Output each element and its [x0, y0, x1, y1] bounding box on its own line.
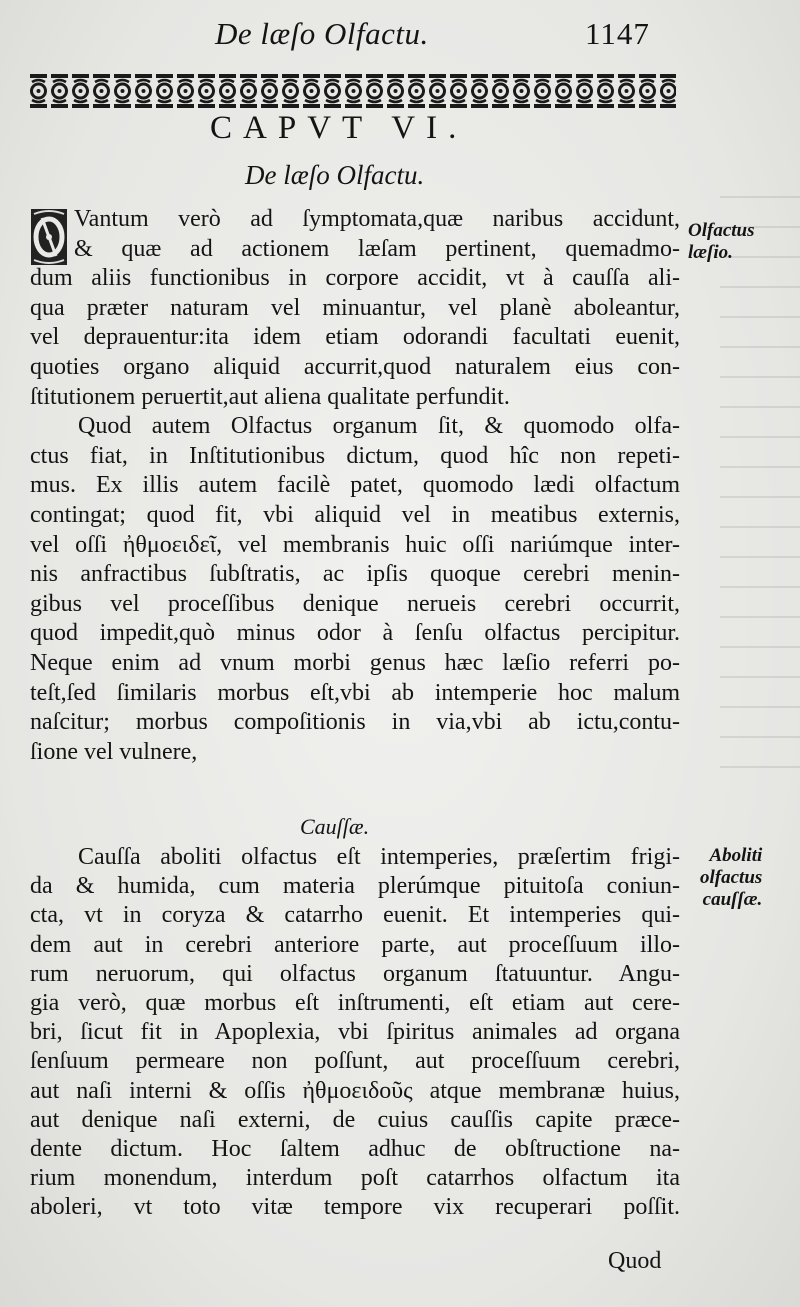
text-line: contingat; quod fit, vbi aliquid vel in meatibus externis, — [30, 501, 680, 528]
text-line: vel deprauentur:ita idem etiam odorandi facultati euenit, — [30, 324, 680, 351]
paragraph-3 — [30, 843, 680, 1222]
margin-note-line: Aboliti — [709, 845, 763, 866]
text-line: gia verò, quæ morbus eſt inſtrumenti, eſt etiam aut cere- — [30, 989, 680, 1016]
text-line: rum neruorum, qui olfactus organum ſtatuuntur. Angu- — [30, 960, 680, 987]
margin-note-line: læſio. — [688, 242, 733, 263]
text-line: dente dictum. Hoc ſaltem adhuc de obſtructione na- — [30, 1135, 680, 1162]
ornamental-border — [28, 70, 676, 112]
text-line: dum aliis functionibus in corpore accidit, vt à cauſſa ali- — [30, 265, 680, 292]
bleed-through-shadow — [720, 190, 800, 790]
margin-note-olfactus-laesio — [688, 220, 755, 264]
text-line: mus. Ex illis autem facilè patet, quomodo lædi olfactum — [30, 472, 680, 499]
text-line: da & humida, cum materia plerúmque pituitoſa coniun- — [30, 873, 680, 900]
text-line: Cauſſa aboliti olfactus eſt intemperies, præſertim frigi- — [78, 844, 680, 870]
margin-note-line: cauſſæ. — [702, 889, 763, 910]
text-line: qua præter naturam vel minuantur, vel planè aboleantur, — [30, 294, 680, 321]
margin-note-line: Olfactus — [688, 220, 755, 241]
text-line: nis anfractibus ſubſtratis, ac ipſis quoque cerebri menin- — [30, 561, 680, 588]
text-line: Vantum verò ad ſymptomata,quæ naribus accidunt, — [74, 206, 680, 232]
text-line: quoties organo aliquid accurrit,quod naturalem eius con- — [30, 353, 680, 380]
text-line: quod impedit,quò minus odor à ſenſu olfactus percipitur. — [30, 620, 680, 647]
margin-note-line: olfactus — [700, 867, 763, 888]
margin-note-aboliti-olfactus — [700, 845, 762, 911]
text-line: Neque enim ad vnum morbi genus hæc læſio referri po- — [30, 649, 680, 676]
text-line: teſt,ſed ſimilaris morbus eſt,vbi ab intemperie hoc malum — [30, 679, 680, 706]
page-number: 1147 — [585, 16, 650, 51]
text-line: & quæ ad actionem læſam pertinent, quemadmo- — [74, 235, 680, 262]
text-line: aut naſi interni & oſſis ἠθμοειδοῦς atque membranæ huius, — [30, 1077, 680, 1104]
paragraph-1 — [30, 205, 680, 767]
text-line: dem aut in cerebri anteriore parte, aut proceſſuum illo- — [30, 931, 680, 958]
chapter-subtitle: De læſo Olfactu. — [245, 160, 425, 190]
text-line: naſcitur; morbus compoſitionis in via,vbi ab ictu,contu- — [30, 709, 680, 736]
text-line: ctus fiat, in Inſtitutionibus dictum, quod hîc non repeti- — [30, 442, 680, 469]
text-line: aboleri, vt toto vitæ tempore vix recuperari poſſit. — [30, 1194, 680, 1221]
text-line: ſione vel vulnere, — [30, 738, 198, 765]
text-line: rium monendum, interdum poſt catarrhos olfactum ita — [30, 1165, 680, 1192]
section-heading: Cauſſæ. — [300, 814, 370, 839]
text-line: Quod autem Olfactus organum ſit, & quomodo olfa- — [78, 413, 680, 440]
text-line: cta, vt in coryza & catarrho euenit. Et intemperies qui- — [30, 902, 680, 929]
text-line: gibus vel proceſſibus denique nerueis cerebri occurrit, — [30, 590, 680, 617]
catchword: Quod — [608, 1248, 662, 1274]
text-line: ſtitutionem peruertit,aut aliena qualitate perfundit. — [30, 383, 510, 410]
text-line: aut denique naſi externi, de cuius cauſſis capite præce- — [30, 1106, 680, 1133]
chapter-heading: CAPVT VI. — [210, 110, 468, 146]
text-line: ſenſuum permeare non poſſunt, aut proceſſuum cerebri, — [30, 1048, 680, 1075]
text-line: bri, ſicut fit in Apoplexia, vbi ſpiritus animales ad organa — [30, 1019, 680, 1046]
text-line: vel oſſi ἠθμοειδεῖ, vel membranis huic oſſi nariúmque inter- — [30, 531, 680, 558]
running-header-title: De læſo Olfactu. — [215, 16, 429, 51]
